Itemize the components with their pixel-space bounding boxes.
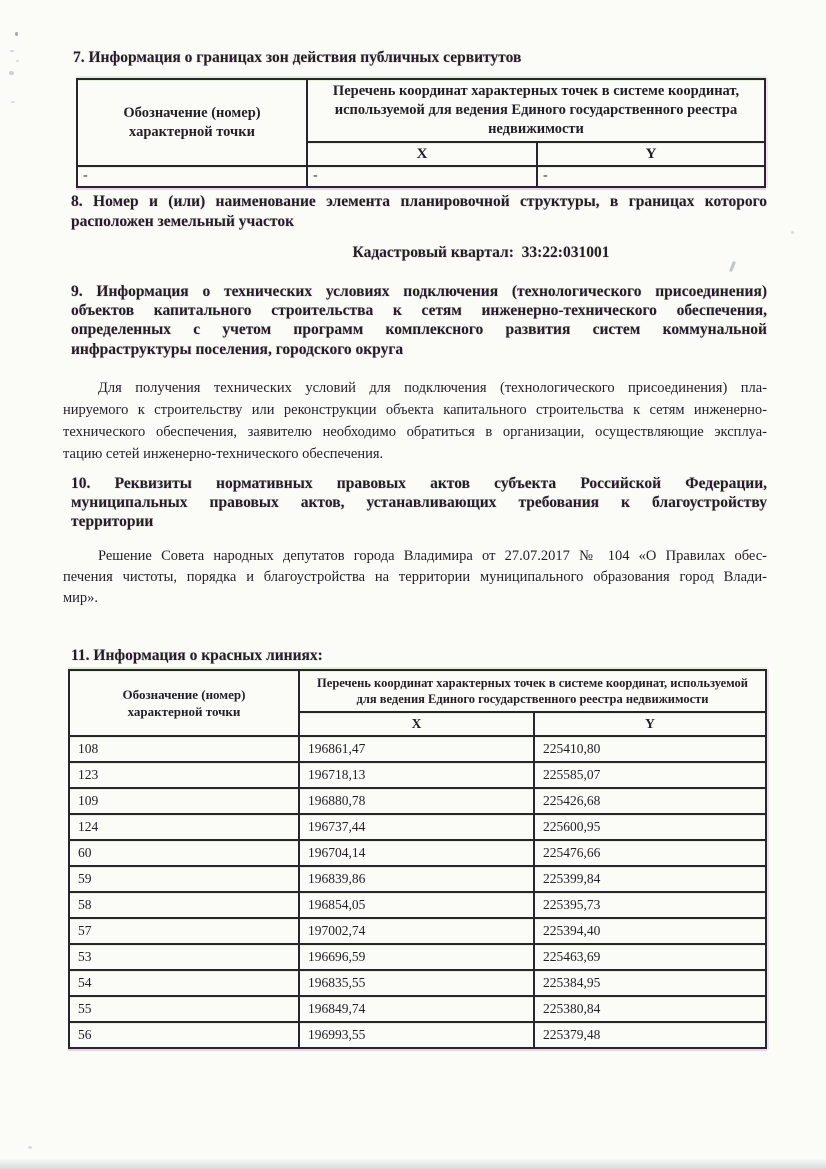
scan-speck bbox=[15, 32, 18, 36]
scan-speck bbox=[9, 71, 14, 75]
cell-y: 225476,66 bbox=[534, 840, 766, 866]
cell-x: 196704,14 bbox=[299, 840, 534, 866]
section-9-paragraph bbox=[63, 377, 767, 465]
paragraph-line: мир». bbox=[63, 589, 99, 606]
cell-point: 57 bbox=[69, 918, 299, 944]
table-row bbox=[69, 892, 766, 918]
paragraph-line: тацию сетей инженерно-технического обеспечения. bbox=[63, 445, 384, 462]
table-row bbox=[69, 944, 766, 970]
scan-speck bbox=[10, 50, 14, 52]
scan-speck bbox=[791, 231, 794, 234]
heading-line: 9. Информация о технических условиях подключения (технологического присоединения) bbox=[71, 283, 767, 300]
section-10-heading bbox=[71, 474, 767, 531]
document-content bbox=[63, 0, 767, 1049]
cell-y: 225395,73 bbox=[534, 892, 766, 918]
paragraph-line: технического обеспечения, заявителю необходимо обратиться в организации, осуществляющие эксплуа- bbox=[63, 423, 767, 440]
table-row bbox=[69, 1022, 766, 1048]
heading-line: 10. Реквизиты нормативных правовых актов субъекта Российской Федерации, bbox=[71, 474, 767, 492]
cell-point: 124 bbox=[69, 814, 299, 840]
heading-line: 8. Номер и (или) наименование элемента планировочной структуры, в границах которого bbox=[71, 193, 767, 210]
cell-x: 196993,55 bbox=[299, 1022, 534, 1048]
cell-x: 196718,13 bbox=[299, 762, 534, 788]
servitudes-table bbox=[76, 78, 766, 188]
cell-point: 58 bbox=[69, 892, 299, 918]
cell-x: 196835,55 bbox=[299, 970, 534, 996]
scan-speck bbox=[16, 60, 19, 62]
table-row bbox=[69, 814, 766, 840]
cell-point: 54 bbox=[69, 970, 299, 996]
cell-point: 56 bbox=[69, 1022, 299, 1048]
heading-line: территории bbox=[71, 512, 154, 530]
table-row bbox=[77, 166, 765, 187]
section-9-heading bbox=[71, 282, 767, 359]
cell-y: 225380,84 bbox=[534, 996, 766, 1022]
cell-point: 108 bbox=[69, 736, 299, 762]
table-row bbox=[69, 840, 766, 866]
table-row bbox=[69, 866, 766, 892]
heading-line: муниципальных правовых актов, устанавливающих требования к благоустройству bbox=[71, 493, 767, 511]
cell-x: 196880,78 bbox=[299, 788, 534, 814]
cell-x: 196696,59 bbox=[299, 944, 534, 970]
cell-x: - bbox=[307, 166, 537, 187]
paragraph-line: Для получения технических условий для подключения (технологического присоединения) пла- bbox=[98, 379, 767, 396]
col-header-coords: Перечень координат характерных точек в системе координат, используемой для ведения Единого государственного реестра недвижимости bbox=[299, 670, 766, 712]
cell-x: 196839,86 bbox=[299, 866, 534, 892]
cell-point: 53 bbox=[69, 944, 299, 970]
heading-line: инфраструктуры поселения, городского округа bbox=[71, 340, 404, 358]
section-7-heading: 7. Информация о границах зон действия публичных сервитутов bbox=[73, 49, 522, 66]
col-header-x: X bbox=[299, 712, 534, 736]
paragraph-line: печения чистоты, порядка и благоустройства на территории муниципального образования город Влади- bbox=[63, 568, 767, 585]
cell-point: 59 bbox=[69, 866, 299, 892]
paragraph-line: нируемого к строительству или реконструкции объекта капитального строительства к сетям инженерно- bbox=[63, 401, 767, 418]
cell-y: 225600,95 bbox=[534, 814, 766, 840]
cadastral-quarter-line: Кадастровый квартал: 33:22:031001 bbox=[352, 244, 610, 261]
table-row bbox=[69, 736, 766, 762]
col-header-x: X bbox=[307, 142, 537, 166]
cell-x: 196737,44 bbox=[299, 814, 534, 840]
cell-y: 225379,48 bbox=[534, 1022, 766, 1048]
table-row bbox=[69, 762, 766, 788]
cell-point: 123 bbox=[69, 762, 299, 788]
scan-speck bbox=[11, 101, 15, 103]
cell-y: 225463,69 bbox=[534, 944, 766, 970]
col-header-y: Y bbox=[534, 712, 766, 736]
table-row bbox=[69, 918, 766, 944]
section-11-heading: 11. Информация о красных линиях: bbox=[71, 646, 323, 664]
table-row bbox=[69, 970, 766, 996]
section-8-heading bbox=[71, 192, 767, 231]
cell-y: 225394,40 bbox=[534, 918, 766, 944]
paragraph-line: Решение Совета народных депутатов города Владимира от 27.07.2017 № 104 «О Правилах обес- bbox=[98, 547, 767, 564]
heading-line: определенных с учетом программ комплексного развития систем коммунальной bbox=[71, 321, 767, 339]
cell-y: 225384,95 bbox=[534, 970, 766, 996]
table-row bbox=[69, 996, 766, 1022]
cell-y: 225585,07 bbox=[534, 762, 766, 788]
cell-y: 225399,84 bbox=[534, 866, 766, 892]
cell-point: - bbox=[77, 166, 307, 187]
cell-point: 109 bbox=[69, 788, 299, 814]
red-lines-table bbox=[68, 669, 767, 1049]
table-header-row bbox=[69, 670, 766, 712]
cell-y: 225410,80 bbox=[534, 736, 766, 762]
cell-x: 196861,47 bbox=[299, 736, 534, 762]
cell-x: 196854,05 bbox=[299, 892, 534, 918]
cell-point: 60 bbox=[69, 840, 299, 866]
section-10-paragraph bbox=[63, 546, 767, 609]
heading-line: объектов капитального строительства к сетям инженерно-технического обеспечения, bbox=[71, 302, 767, 320]
cell-x: 197002,74 bbox=[299, 918, 534, 944]
cell-y: 225426,68 bbox=[534, 788, 766, 814]
col-header-point: Обозначение (номер) характерной точки bbox=[69, 670, 299, 736]
cell-y: - bbox=[537, 166, 765, 187]
cell-point: 55 bbox=[69, 996, 299, 1022]
scan-speck bbox=[28, 1146, 32, 1149]
col-header-point: Обозначение (номер) характерной точки bbox=[77, 79, 307, 166]
cell-x: 196849,74 bbox=[299, 996, 534, 1022]
col-header-coords: Перечень координат характерных точек в системе координат, используемой для ведения Единого государственного реестра недвижимости bbox=[307, 79, 765, 142]
col-header-y: Y bbox=[537, 142, 765, 166]
table-header-row bbox=[77, 79, 765, 142]
heading-line: расположен земельный участок bbox=[71, 212, 294, 230]
scan-bottom-edge bbox=[0, 1158, 826, 1169]
table-row bbox=[69, 788, 766, 814]
